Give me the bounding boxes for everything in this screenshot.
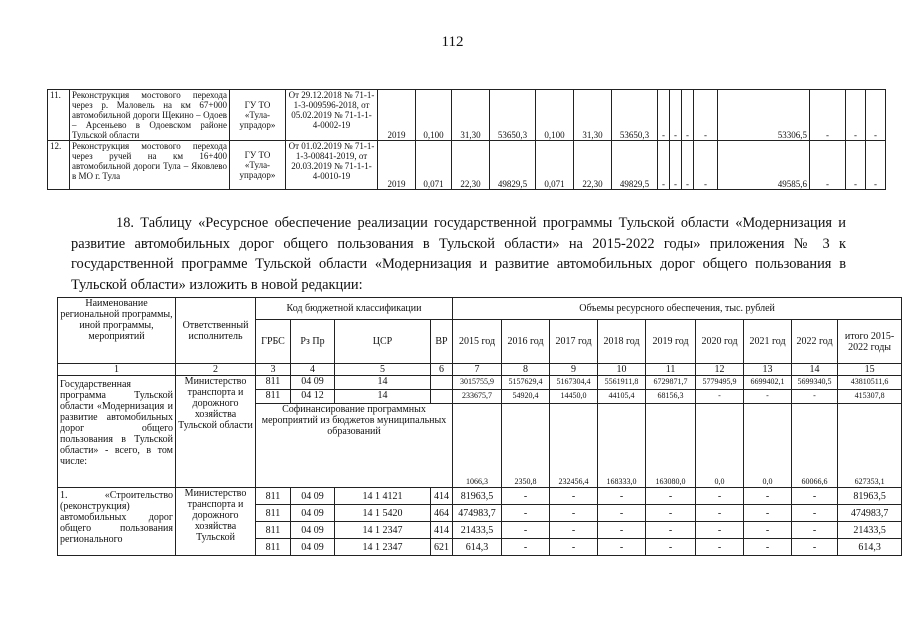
cell: 5561911,8 — [598, 376, 646, 390]
cell: 233675,7 — [453, 390, 502, 404]
cell: 14 1 2347 — [335, 539, 431, 556]
cell: 414 — [431, 488, 453, 505]
col-number: 5 — [335, 364, 431, 376]
cell: - — [646, 539, 696, 556]
cell: 49829,5 — [612, 141, 658, 190]
cell: - — [670, 90, 682, 141]
grbs-header: ГРБС — [256, 320, 291, 364]
cell: 811 — [256, 390, 291, 404]
cell: 0,100 — [536, 90, 574, 141]
cell: 53650,3 — [612, 90, 658, 141]
exec-col-header: Ответственный исполнитель — [176, 298, 256, 364]
cell: - — [550, 505, 598, 522]
year-header: 2018 год — [598, 320, 646, 364]
cell: - — [866, 141, 886, 190]
cell: 6699402,1 — [744, 376, 792, 390]
year-header: 2015 год — [453, 320, 502, 364]
cell: 5699340,5 — [792, 376, 838, 390]
cell: - — [810, 90, 846, 141]
year-header: 2021 год — [744, 320, 792, 364]
volume-group-header: Объемы ресурсного обеспечения, тыс. рублей — [453, 298, 902, 320]
col-number: 4 — [291, 364, 335, 376]
cell: - — [502, 539, 550, 556]
cell: 43810511,6 — [838, 376, 902, 390]
cell: - — [598, 539, 646, 556]
year-header: 2020 год — [696, 320, 744, 364]
cell: 04 12 — [291, 390, 335, 404]
cell: - — [696, 488, 744, 505]
cell: - — [810, 141, 846, 190]
cell: - — [502, 522, 550, 539]
cell: - — [792, 488, 838, 505]
cell: - — [598, 505, 646, 522]
cell: 0,0 — [744, 404, 792, 488]
cell: 22,30 — [452, 141, 490, 190]
cell: 14450,0 — [550, 390, 598, 404]
cofinancing-label: Софинансирование программных мероприятий из бюджетов муниципальных образований — [256, 404, 453, 488]
cell: 464 — [431, 505, 453, 522]
cell: - — [550, 522, 598, 539]
cell: - — [646, 488, 696, 505]
col-number: 1 — [58, 364, 176, 376]
cell: - — [646, 505, 696, 522]
project-executor: ГУ ТО «Тула-упрадор» — [230, 90, 286, 141]
cell: - — [792, 505, 838, 522]
cell: - — [696, 505, 744, 522]
cell: 14 — [335, 376, 431, 390]
cell: - — [550, 539, 598, 556]
cell: - — [502, 505, 550, 522]
cell: 44105,4 — [598, 390, 646, 404]
table-row — [48, 90, 886, 141]
cell: 0,071 — [416, 141, 452, 190]
cell: 2019 — [378, 141, 416, 190]
cell: - — [744, 488, 792, 505]
cell: - — [846, 90, 866, 141]
cell: - — [744, 390, 792, 404]
cell: 811 — [256, 488, 291, 505]
cell: 14 — [335, 390, 431, 404]
cell: 811 — [256, 539, 291, 556]
code-group-header: Код бюджетной классификации — [256, 298, 453, 320]
cell: 168333,0 — [598, 404, 646, 488]
project-name: Реконструкция мостового перехода через ручей на км 16+400 автомобильной дороги Тула – Яковлево в МО г. Тула — [70, 141, 230, 190]
row-number: 11. — [48, 90, 70, 141]
col-number: 9 — [550, 364, 598, 376]
cell: - — [696, 522, 744, 539]
cell: 04 09 — [291, 505, 335, 522]
cell: - — [696, 390, 744, 404]
cell: 5157629,4 — [502, 376, 550, 390]
project-docs: От 29.12.2018 № 71-1-1-3-009596-2018, от 05.02.2019 № 71-1-1-4-0002-19 — [286, 90, 378, 141]
cell: 614,3 — [838, 539, 902, 556]
cell: 81963,5 — [838, 488, 902, 505]
csr-header: ЦСР — [335, 320, 431, 364]
resource-table — [57, 297, 902, 556]
col-number: 2 — [176, 364, 256, 376]
cell: 0,100 — [416, 90, 452, 141]
year-header: 2019 год — [646, 320, 696, 364]
cell: 2019 — [378, 90, 416, 141]
cell: - — [792, 522, 838, 539]
program-name: Государственная программа Тульской области «Модернизация и развитие автомобильных дорог общего пользования в Тульской области» - всего, в том числе: — [58, 376, 176, 488]
cell: 621 — [431, 539, 453, 556]
cell: 5167304,4 — [550, 376, 598, 390]
cell: - — [866, 90, 886, 141]
cell: 6729871,7 — [646, 376, 696, 390]
cell: 1066,3 — [453, 404, 502, 488]
cell: - — [846, 141, 866, 190]
cell: - — [682, 141, 694, 190]
cell: 60066,6 — [792, 404, 838, 488]
cell: 31,30 — [452, 90, 490, 141]
cell: 0,0 — [696, 404, 744, 488]
cell: - — [696, 539, 744, 556]
cell: 474983,7 — [453, 505, 502, 522]
col-number: 15 — [838, 364, 902, 376]
col-number: 8 — [502, 364, 550, 376]
cell: 49829,5 — [490, 141, 536, 190]
cell: - — [694, 141, 718, 190]
cell: 415307,8 — [838, 390, 902, 404]
cell: 474983,7 — [838, 505, 902, 522]
program-executor: Министерство транспорта и дорожного хозяйства Тульской области — [176, 376, 256, 488]
col-number: 14 — [792, 364, 838, 376]
cell: 04 09 — [291, 376, 335, 390]
col-number: 10 — [598, 364, 646, 376]
cell: - — [694, 90, 718, 141]
cell: - — [670, 141, 682, 190]
cell: 2350,8 — [502, 404, 550, 488]
cell: 53650,3 — [490, 90, 536, 141]
item-name: 1. «Строительство (реконструкция) автомобильных дорог общего пользования регионального — [58, 488, 176, 556]
cell: - — [744, 539, 792, 556]
cell: 53306,5 — [718, 90, 810, 141]
cell: 31,30 — [574, 90, 612, 141]
vr-header: ВР — [431, 320, 453, 364]
cell: - — [598, 488, 646, 505]
cell: - — [682, 90, 694, 141]
col-number: 6 — [431, 364, 453, 376]
year-header: 2022 год — [792, 320, 838, 364]
cell: 627353,1 — [838, 404, 902, 488]
header-row — [58, 298, 902, 320]
cell: 0,071 — [536, 141, 574, 190]
col-number: 12 — [696, 364, 744, 376]
cell: - — [550, 488, 598, 505]
cell: 22,30 — [574, 141, 612, 190]
column-number-row — [58, 364, 902, 376]
col-number: 11 — [646, 364, 696, 376]
cell: 14 1 5420 — [335, 505, 431, 522]
cell: 14 1 2347 — [335, 522, 431, 539]
page-number: 112 — [441, 34, 464, 50]
cell: - — [658, 90, 670, 141]
cell: 811 — [256, 522, 291, 539]
cell: - — [658, 141, 670, 190]
year-header: 2016 год — [502, 320, 550, 364]
table-row — [48, 141, 886, 190]
row-number: 12. — [48, 141, 70, 190]
cell — [431, 376, 453, 390]
cell: 49585,6 — [718, 141, 810, 190]
cell: 04 09 — [291, 539, 335, 556]
cell: 232456,4 — [550, 404, 598, 488]
cell: 414 — [431, 522, 453, 539]
cell — [431, 390, 453, 404]
year-header: 2017 год — [550, 320, 598, 364]
amendment-paragraph: 18. Таблицу «Ресурсное обеспечение реализации государственной программы Тульской области «Модернизация и развитие автомобильных дорог общего пользования в Тульской области» на 2015-2022 годы» приложения № 3 к государственной программе Тульской области «Модернизация и развитие автомобильных дорог общего пользования в Тульской области» изложить в новой редакции: — [71, 215, 846, 293]
cell: 81963,5 — [453, 488, 502, 505]
cell: 3015755,9 — [453, 376, 502, 390]
cell: 811 — [256, 376, 291, 390]
bridge-projects-table — [47, 89, 886, 190]
table-row — [58, 488, 902, 505]
cell: 163080,0 — [646, 404, 696, 488]
cell: 21433,5 — [453, 522, 502, 539]
name-col-header: Наименование региональной программы, иной программы, мероприятий — [58, 298, 176, 364]
cell: - — [646, 522, 696, 539]
cell: 54920,4 — [502, 390, 550, 404]
rzpr-header: Рз Пр — [291, 320, 335, 364]
col-number: 13 — [744, 364, 792, 376]
total-header: итого 2015-2022 годы — [838, 320, 902, 364]
cell: 5779495,9 — [696, 376, 744, 390]
cell: - — [792, 539, 838, 556]
project-docs: От 01.02.2019 № 71-1-1-3-00841-2019, от 20.03.2019 № 71-1-1-4-0010-19 — [286, 141, 378, 190]
col-number: 3 — [256, 364, 291, 376]
table-row — [58, 376, 902, 390]
cell: - — [744, 505, 792, 522]
cell: 04 09 — [291, 488, 335, 505]
project-executor: ГУ ТО «Тула-упрадор» — [230, 141, 286, 190]
cell: 614,3 — [453, 539, 502, 556]
item-executor: Министерство транспорта и дорожного хозяйства Тульской — [176, 488, 256, 556]
cell: 811 — [256, 505, 291, 522]
project-name: Реконструкция мостового перехода через р. Маловель на км 67+000 автомобильной дороги Щекино – Одоев – Арсеньево в Одоевском районе Тульской области — [70, 90, 230, 141]
cell: - — [502, 488, 550, 505]
cell: 21433,5 — [838, 522, 902, 539]
cell: - — [598, 522, 646, 539]
cell: - — [792, 390, 838, 404]
cell: 04 09 — [291, 522, 335, 539]
col-number: 7 — [453, 364, 502, 376]
cell: - — [744, 522, 792, 539]
cell: 14 1 4121 — [335, 488, 431, 505]
cell: 68156,3 — [646, 390, 696, 404]
